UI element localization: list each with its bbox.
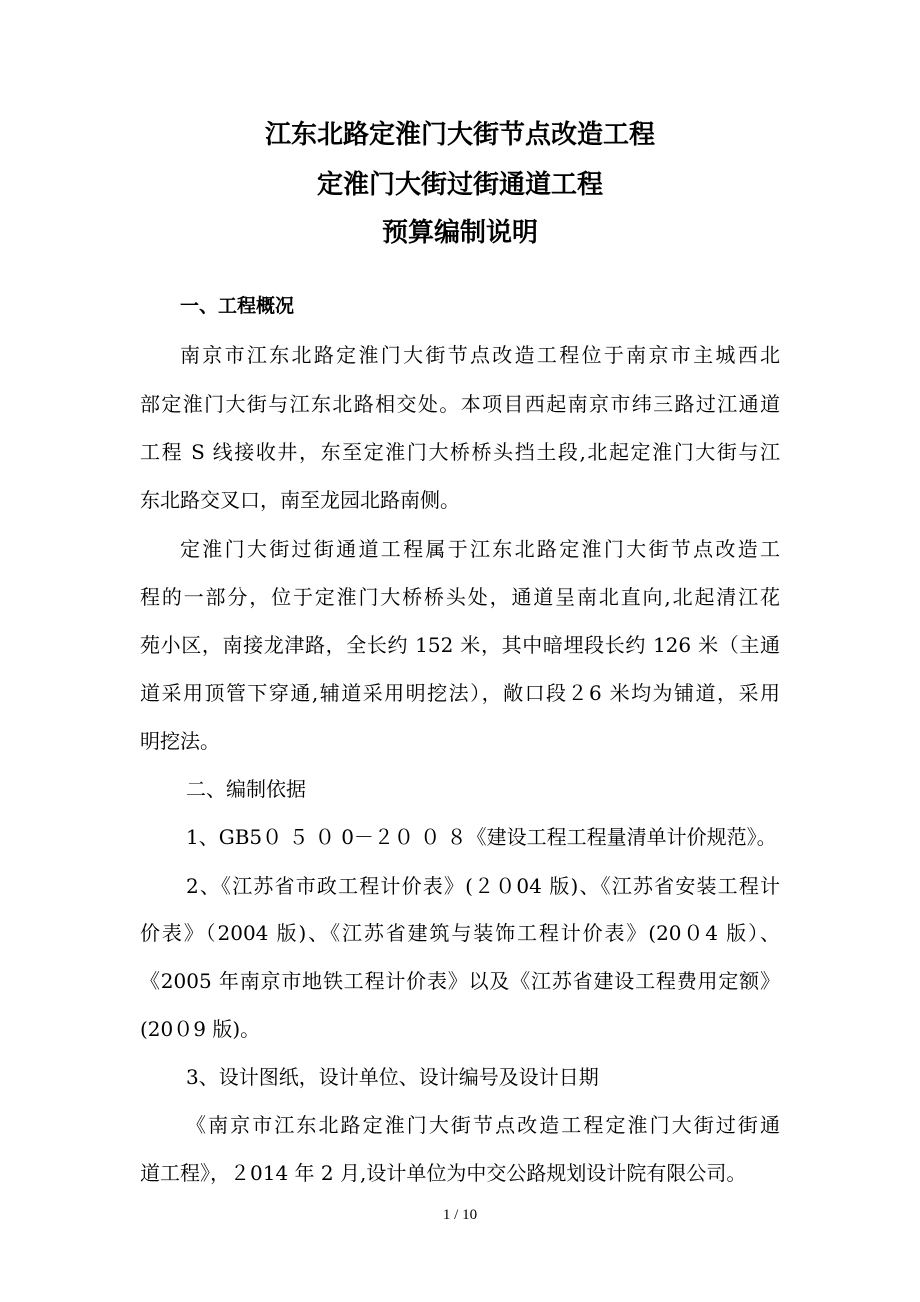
text-line: 苑小区，南接龙津路，全长约 152 米，其中暗埋段长约 126 米（主通 — [140, 633, 780, 657]
section-heading-compilation-basis: 二、编制依据 — [186, 777, 306, 801]
page-number: 1 / 10 — [442, 1207, 478, 1223]
basis-item-1: 1、GB5０ ５ ０ 0－２０ ０ ８《建设工程工程量清单计价规范》。 — [186, 825, 777, 849]
text-line: 道工程》，２014 年 2 月,设计单位为中交公路规划设计院有限公司。 — [140, 1161, 747, 1185]
text-line: 《2005 年南京市地铁工程计价表》以及《江苏省建设工程费用定额》 — [140, 969, 780, 993]
text-line: 明挖法。 — [140, 729, 220, 753]
text-line: 部定淮门大街与江东北路相交处。本项目西起南京市纬三路过江通道 — [140, 392, 780, 416]
text-line: 2、《江苏省市政工程计价表》(２０04 版)、《江苏省安装工程计 — [186, 874, 780, 898]
basis-item-3: 3、设计图纸，设计单位、设计编号及设计日期 — [186, 1065, 599, 1089]
document-title-line-1: 江东北路定淮门大街节点改造工程 — [264, 120, 655, 150]
text-line: 东北路交叉口，南至龙园北路南侧。 — [140, 488, 460, 512]
text-line: (20０9 版)。 — [140, 1017, 261, 1041]
text-line: 《南京市江东北路定淮门大街节点改造工程定淮门大街过街通 — [186, 1113, 780, 1137]
text-line: 南京市江东北路定淮门大街节点改造工程位于南京市主城西北 — [180, 343, 780, 367]
document-title-line-2: 定淮门大街过街通道工程 — [316, 170, 603, 200]
document-title-line-3: 预算编制说明 — [381, 218, 538, 248]
text-line: 道采用顶管下穿通,辅道采用明挖法），敞口段２6 米均为铺道，采用 — [140, 681, 780, 705]
text-line: 定淮门大街过街通道工程属于江东北路定淮门大街节点改造工 — [180, 537, 780, 561]
text-line: 工程 S 线接收井，东至定淮门大桥桥头挡土段,北起定淮门大街与江 — [140, 440, 780, 464]
text-line: 价表》（2004 版)、《江苏省建筑与装饰工程计价表》(20０4 版）、 — [140, 921, 780, 945]
section-heading-project-overview: 一、工程概况 — [180, 295, 295, 317]
text-line: 程的一部分，位于定淮门大桥桥头处，通道呈南北直向,北起清江花 — [140, 585, 780, 609]
